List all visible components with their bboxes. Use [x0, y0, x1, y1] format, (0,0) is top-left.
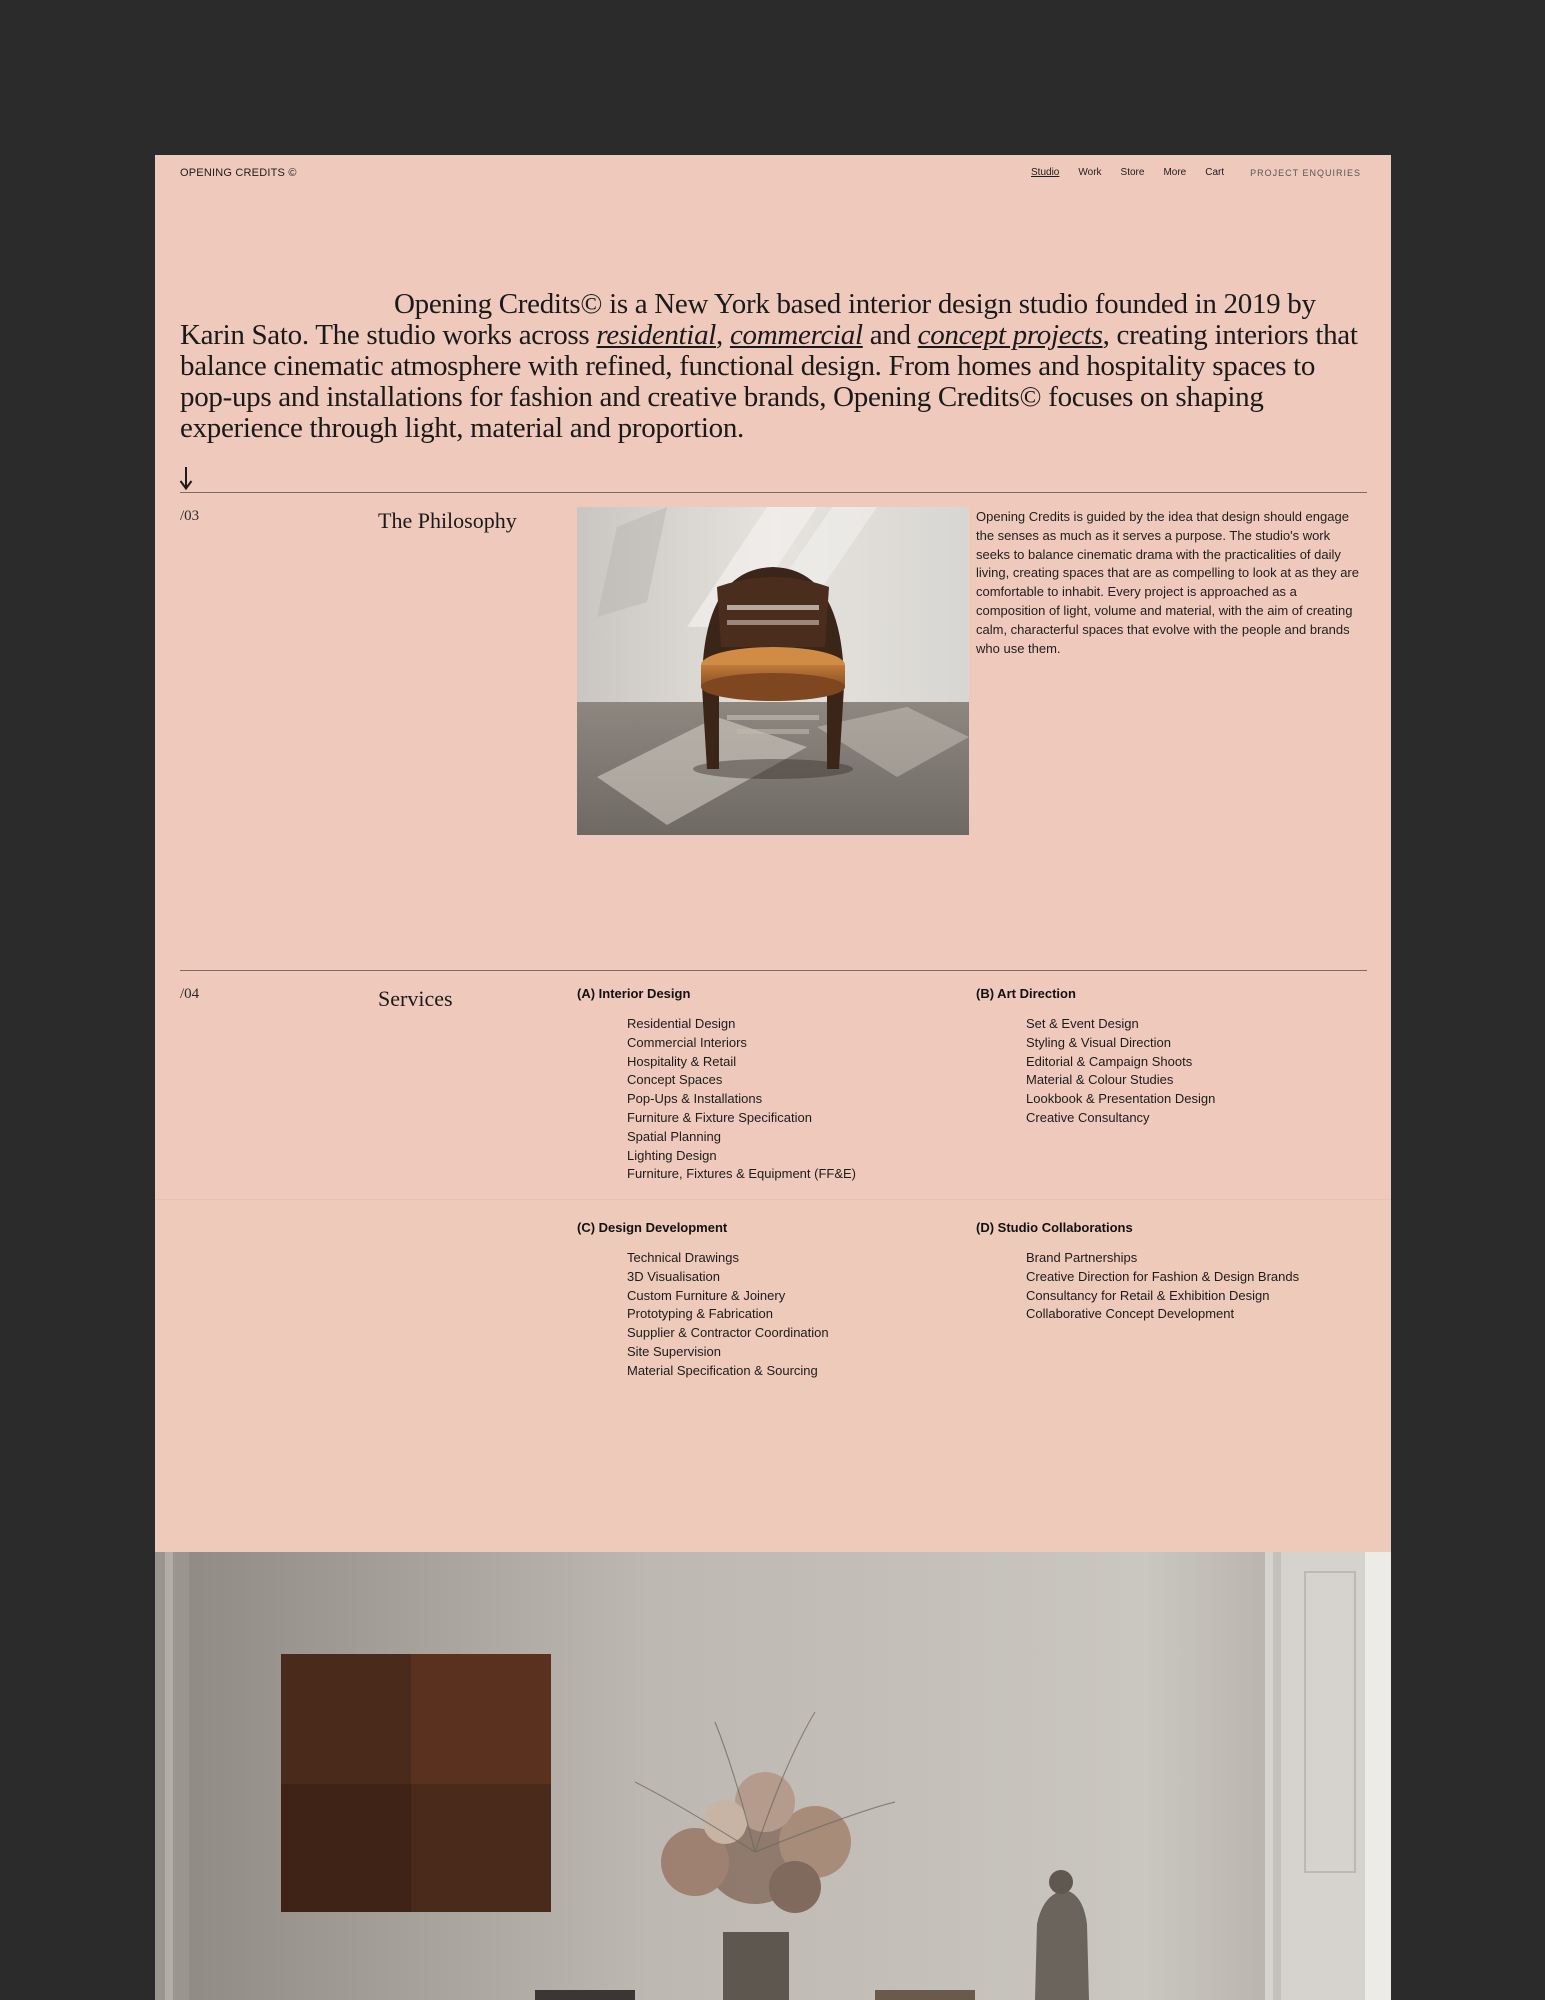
service-item: Material & Colour Studies — [1026, 1072, 1174, 1088]
service-item: Creative Direction for Fashion & Design Brands — [1026, 1268, 1300, 1284]
service-item: Material Specification & Sourcing — [627, 1362, 818, 1378]
divider — [180, 492, 1367, 493]
intro-text-1: Opening Credits© is a New York based interior design studio founded in 2019 by Karin Sato. The studio works across — [180, 288, 1316, 351]
service-item: Lookbook & Presentation Design — [1026, 1091, 1216, 1107]
service-item: Supplier & Contractor Coordination — [627, 1325, 829, 1341]
service-group-heading: (C) Design Development — [577, 1220, 728, 1235]
service-item: Residential Design — [627, 1016, 736, 1031]
service-group-art-direction — [976, 986, 1366, 1128]
project-enquiries-link[interactable]: PROJECT ENQUIRIES — [1250, 167, 1361, 178]
site-logo[interactable]: OPENING CREDITS © — [180, 167, 297, 179]
service-item: Collaborative Concept Development — [1026, 1306, 1235, 1322]
service-item: Pop-Ups & Installations — [627, 1091, 763, 1107]
nav-studio[interactable]: Studio — [1031, 167, 1060, 178]
chair-photo — [577, 507, 969, 835]
nav-work[interactable]: Work — [1078, 167, 1102, 178]
service-item: Editorial & Campaign Shoots — [1026, 1053, 1193, 1069]
studio-page — [155, 155, 1391, 1552]
service-item: Brand Partnerships — [1026, 1250, 1138, 1265]
service-item: Prototyping & Fabrication — [627, 1306, 773, 1322]
section-number: /03 — [180, 508, 200, 524]
intro-comma: , — [716, 319, 730, 351]
link-commercial[interactable]: commercial — [729, 319, 863, 351]
service-item: Furniture, Fixtures & Equipment (FF&E) — [627, 1166, 857, 1182]
service-group-interior-design — [577, 986, 967, 1184]
service-item: Consultancy for Retail & Exhibition Design — [1026, 1287, 1270, 1303]
section-number: /04 — [180, 986, 200, 1002]
link-concept-projects[interactable]: concept projects — [917, 319, 1103, 351]
nav-store[interactable]: Store — [1120, 167, 1145, 178]
service-group-heading: (D) Studio Collaborations — [976, 1220, 1133, 1235]
service-item: Furniture & Fixture Specification — [627, 1109, 812, 1125]
service-item: Concept Spaces — [627, 1072, 723, 1088]
service-item: Technical Drawings — [627, 1250, 739, 1265]
service-item: Lighting Design — [627, 1147, 717, 1163]
interior-photo — [155, 1552, 1391, 2000]
service-item: Custom Furniture & Joinery — [627, 1287, 786, 1303]
service-group-heading: (B) Art Direction — [976, 986, 1076, 1001]
service-group-heading: (A) Interior Design — [577, 986, 691, 1001]
intro-text-2: , creating interiors that balance cinematic atmosphere with refined, functional design. From homes and hospitality spaces to pop-ups and installations for fashion and creative brands, Opening Credits© focuses on shaping experience through light, material and proportion. — [180, 319, 1358, 444]
top-nav-bar — [155, 155, 1391, 189]
section-title-services: Services — [378, 986, 453, 1011]
nav-more[interactable]: More — [1163, 167, 1187, 178]
service-item: Creative Consultancy — [1026, 1109, 1150, 1125]
arrow-down-icon[interactable] — [179, 466, 193, 490]
intro-and: and — [862, 319, 918, 351]
service-item: 3D Visualisation — [627, 1268, 720, 1284]
service-item: Hospitality & Retail — [627, 1053, 737, 1069]
service-group-design-development — [577, 1220, 967, 1381]
divider — [180, 970, 1367, 971]
service-item: Spatial Planning — [627, 1128, 721, 1144]
service-group-studio-collaborations — [976, 1220, 1366, 1324]
service-item: Set & Event Design — [1026, 1016, 1139, 1031]
service-item: Styling & Visual Direction — [1026, 1034, 1171, 1050]
intro-statement — [180, 289, 1370, 444]
service-item: Site Supervision — [627, 1343, 721, 1359]
link-residential[interactable]: residential — [596, 319, 717, 351]
main-nav — [1012, 167, 1361, 178]
section-title-philosophy: The Philosophy — [378, 508, 517, 533]
philosophy-text: Opening Credits is guided by the idea that design should engage the senses as much as it serves a purpose. The studio's work seeks to balance cinematic drama with the practicalities of daily living, creating spaces that are as compelling to look at as they are comfortable to inhabit. Every project is approached as a composition of light, volume and material, with the aim of creating calm, characterful spaces that evolve with the people and brands who use them. — [976, 509, 1359, 656]
nav-cart[interactable]: Cart — [1205, 167, 1225, 178]
service-item: Commercial Interiors — [627, 1034, 747, 1050]
